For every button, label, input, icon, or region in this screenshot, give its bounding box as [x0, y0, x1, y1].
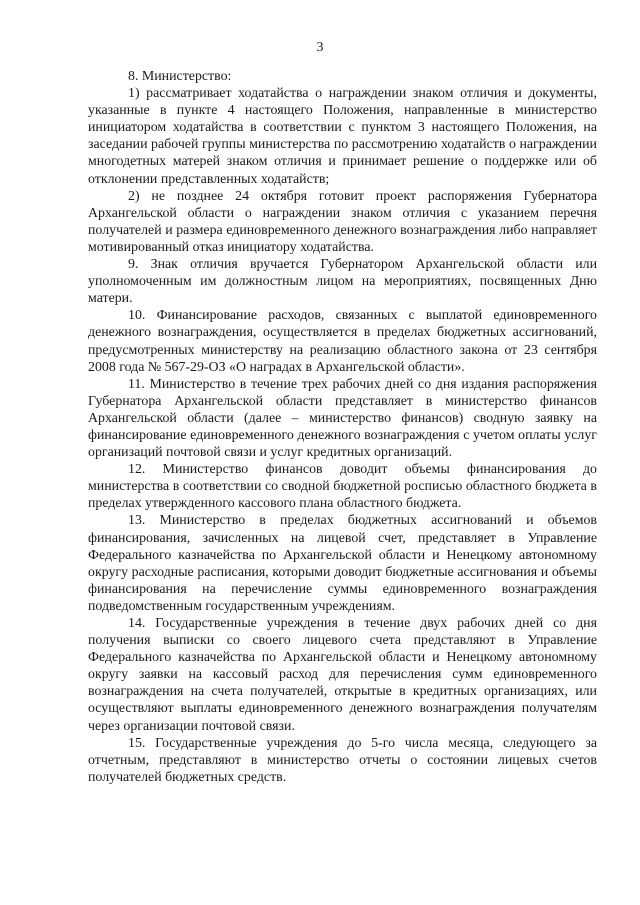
paragraph-9: 9. Знак отличия вручается Губернатором Архангельской области или уполномоченным им должностным лицом на мероприятиях, посвященных Дню матери.	[88, 257, 597, 307]
paragraph-10: 10. Финансирование расходов, связанных с выплатой единовременного денежного вознаграждения, осуществляется в пределах бюджетных ассигнований, предусмотренных министерству на реализацию областного закона от 23 сентября 2008 года № 567-29-ОЗ «О наградах в Архангельской области».	[88, 308, 597, 375]
paragraph-8: 8. Министерство:	[128, 69, 232, 84]
paragraph-14: 14. Государственные учреждения в течение двух рабочих дней со дня получения выписки со своего лицевого счета представляют в Управление Федерального казначейства по Архангельской области и Ненецкому автономному округу заявки на кассовый расход для перечисления сумм единовременного вознаграждения на счета получателей, открытые в кредитных организациях, или осуществляют выплаты единовременного денежного вознаграждения получателям через организации почтовой связи.	[88, 616, 597, 734]
page-number: 3	[316, 40, 324, 55]
paragraph-11: 11. Министерство в течение трех рабочих дней со дня издания распоряжения Губернатора Архангельской области представляет в министерство финансов Архангельской области (далее – министерство финансов) сводную заявку на финансирование единовременного денежного вознаграждения с учетом оплаты услуг организаций почтовой связи и услуг кредитных организаций.	[88, 376, 597, 461]
document-body	[88, 68, 597, 786]
paragraph-13: 13. Министерство в пределах бюджетных ассигнований и объемов финансирования, зачисленных на лицевой счет, представляет в Управление Федерального казначейства по Архангельской области и Ненецкому автономному округу расходные расписания, которыми доводит бюджетные ассигнования и объемы финансирования на перечисление суммы единовременного вознаграждения подведомственным государственным учреждениям.	[88, 513, 597, 614]
paragraph-12: 12. Министерство финансов доводит объемы финансирования до министерства в соответствии со сводной бюджетной росписью областного бюджета в пределах утвержденного кассового плана областного бюджета.	[88, 462, 597, 512]
paragraph-15: 15. Государственные учреждения до 5-го числа месяца, следующего за отчетным, представляют в министерство отчеты о состоянии лицевых счетов получателей бюджетных средств.	[88, 735, 597, 785]
paragraph-8-1: 1) рассматривает ходатайства о награждении знаком отличия и документы, указанные в пункте 4 настоящего Положения, направленные в министерство инициатором ходатайства в соответствии с пунктом 3 настоящего Положения, на заседании рабочей группы министерства по рассмотрению ходатайств о награждении многодетных матерей знаком отличия и принимает решение о поддержке или об отклонении представленных ходатайств;	[88, 86, 597, 187]
paragraph-8-2: 2) не позднее 24 октября готовит проект распоряжения Губернатора Архангельской области о награждении знаком отличия с указанием перечня получателей и размера единовременного денежного вознаграждения либо направляет мотивированный отказ инициатору ходатайства.	[88, 188, 597, 255]
